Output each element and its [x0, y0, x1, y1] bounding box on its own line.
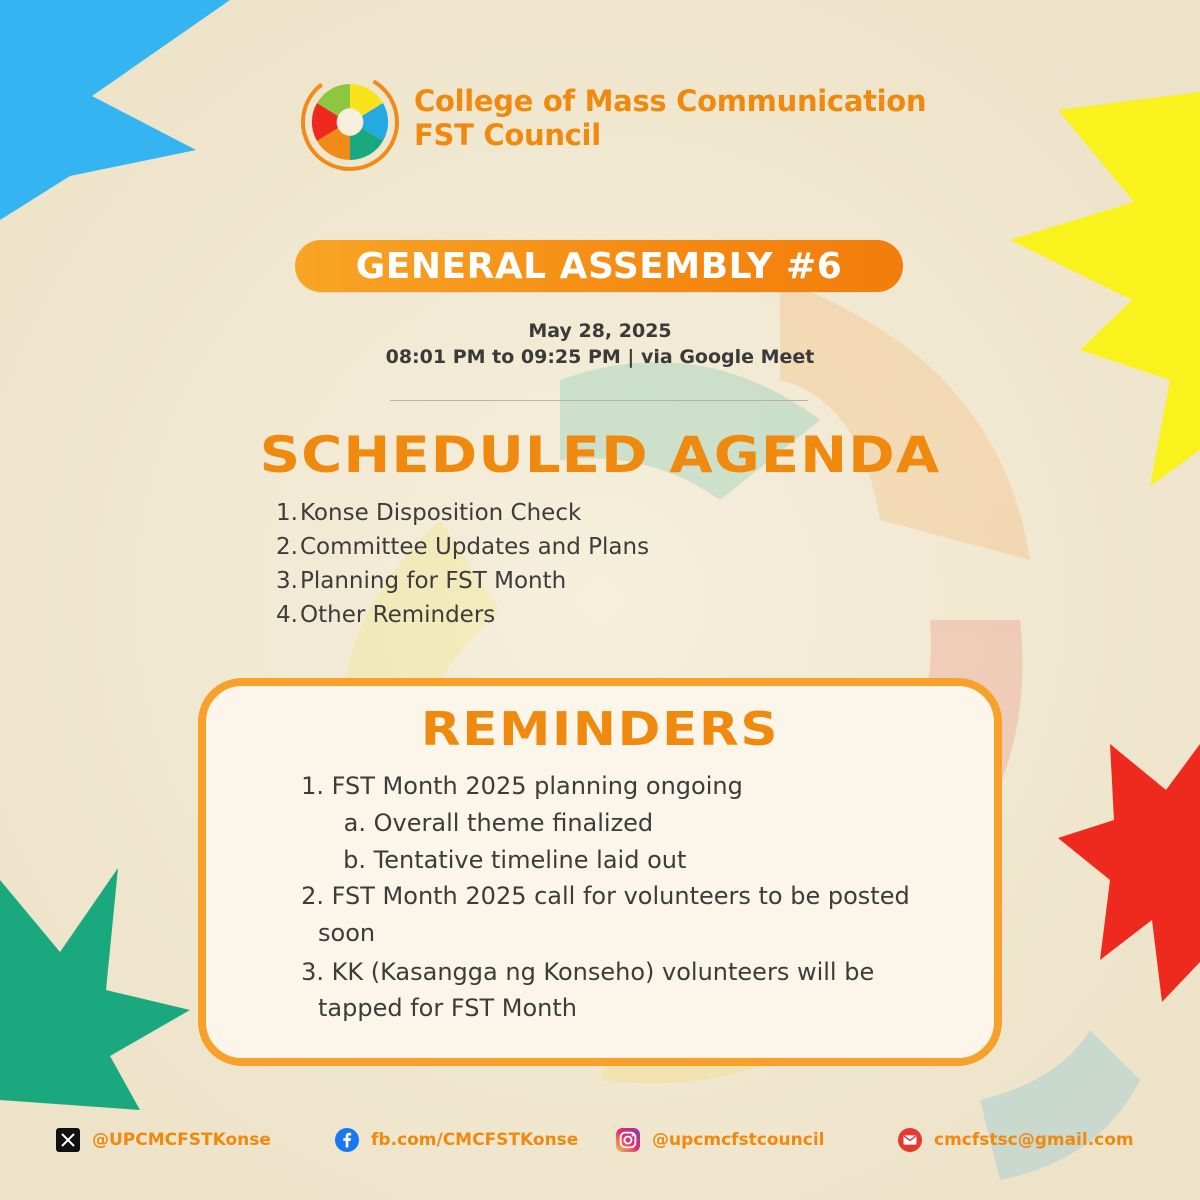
- agenda-item-number: 3.: [276, 568, 298, 594]
- agenda-item-number: 2.: [276, 534, 298, 560]
- event-time-platform: 08:01 PM to 09:25 PM | via Google Meet: [385, 346, 815, 368]
- reminder-subitem-text: Tentative timeline laid out: [373, 846, 687, 874]
- reminder-text: KK (Kasangga ng Konseho) volunteers will be: [331, 958, 875, 986]
- agenda-item-label: Konse Disposition Check: [300, 500, 582, 526]
- reminder-text-continued: soon: [318, 919, 376, 947]
- agenda-item-number: 1.: [276, 500, 298, 526]
- org-name-line2: FST Council: [414, 118, 601, 152]
- agenda-list: [270, 496, 649, 632]
- org-name: [414, 84, 926, 152]
- footer-email-address: cmcfstsc@gmail.com: [934, 1130, 1134, 1150]
- reminders-title: REMINDERS: [420, 702, 780, 756]
- agenda-item-label: Committee Updates and Plans: [300, 534, 650, 560]
- footer-facebook-url: fb.com/CMCFSTKonse: [371, 1130, 579, 1150]
- reminder-number: 1.: [301, 772, 324, 800]
- event-title: GENERAL ASSEMBLY #6: [355, 245, 843, 287]
- agenda-item: [270, 564, 649, 598]
- divider: [390, 400, 808, 401]
- facebook-icon: [335, 1128, 359, 1152]
- agenda-item-label: Other Reminders: [300, 602, 496, 628]
- agenda-item: [270, 496, 649, 530]
- reminder-subitem-letter: a.: [343, 809, 366, 837]
- reminder-number: 2.: [301, 882, 324, 910]
- council-logo: [300, 72, 400, 172]
- event-date: May 28, 2025: [528, 320, 672, 342]
- reminder-text: FST Month 2025 planning ongoing: [331, 772, 743, 800]
- agenda-item-number: 4.: [276, 602, 298, 628]
- reminder-item: [296, 772, 743, 800]
- reminder-number: 3.: [301, 958, 324, 986]
- agenda-item: [270, 530, 649, 564]
- footer-email-link[interactable]: [898, 1126, 1134, 1154]
- footer-x-handle: @UPCMCFSTKonse: [92, 1130, 271, 1150]
- footer-x-link[interactable]: [56, 1126, 271, 1154]
- reminder-subitem-text: Overall theme finalized: [373, 809, 654, 837]
- reminders-card: [198, 678, 1002, 1066]
- reminder-text: FST Month 2025 call for volunteers to be posted: [331, 882, 910, 910]
- reminder-subitem-letter: b.: [343, 846, 366, 874]
- footer-instagram-handle: @upcmcfstcouncil: [652, 1130, 825, 1150]
- reminder-item: [296, 882, 910, 910]
- reminder-subitem: [340, 809, 653, 837]
- reminder-subitem: [340, 846, 686, 874]
- instagram-icon: [616, 1128, 640, 1152]
- footer-facebook-link[interactable]: [335, 1126, 578, 1154]
- agenda-title: SCHEDULED AGENDA: [259, 426, 941, 484]
- agenda-item-label: Planning for FST Month: [300, 568, 567, 594]
- reminder-item: [296, 958, 874, 986]
- event-title-pill: [295, 240, 903, 292]
- email-icon: [898, 1128, 922, 1152]
- reminder-text-continued: tapped for FST Month: [318, 994, 577, 1022]
- x-logo-icon: [56, 1128, 80, 1152]
- org-name-line1: College of Mass Communication: [414, 84, 927, 118]
- footer-instagram-link[interactable]: [616, 1126, 824, 1154]
- agenda-item: [270, 598, 649, 632]
